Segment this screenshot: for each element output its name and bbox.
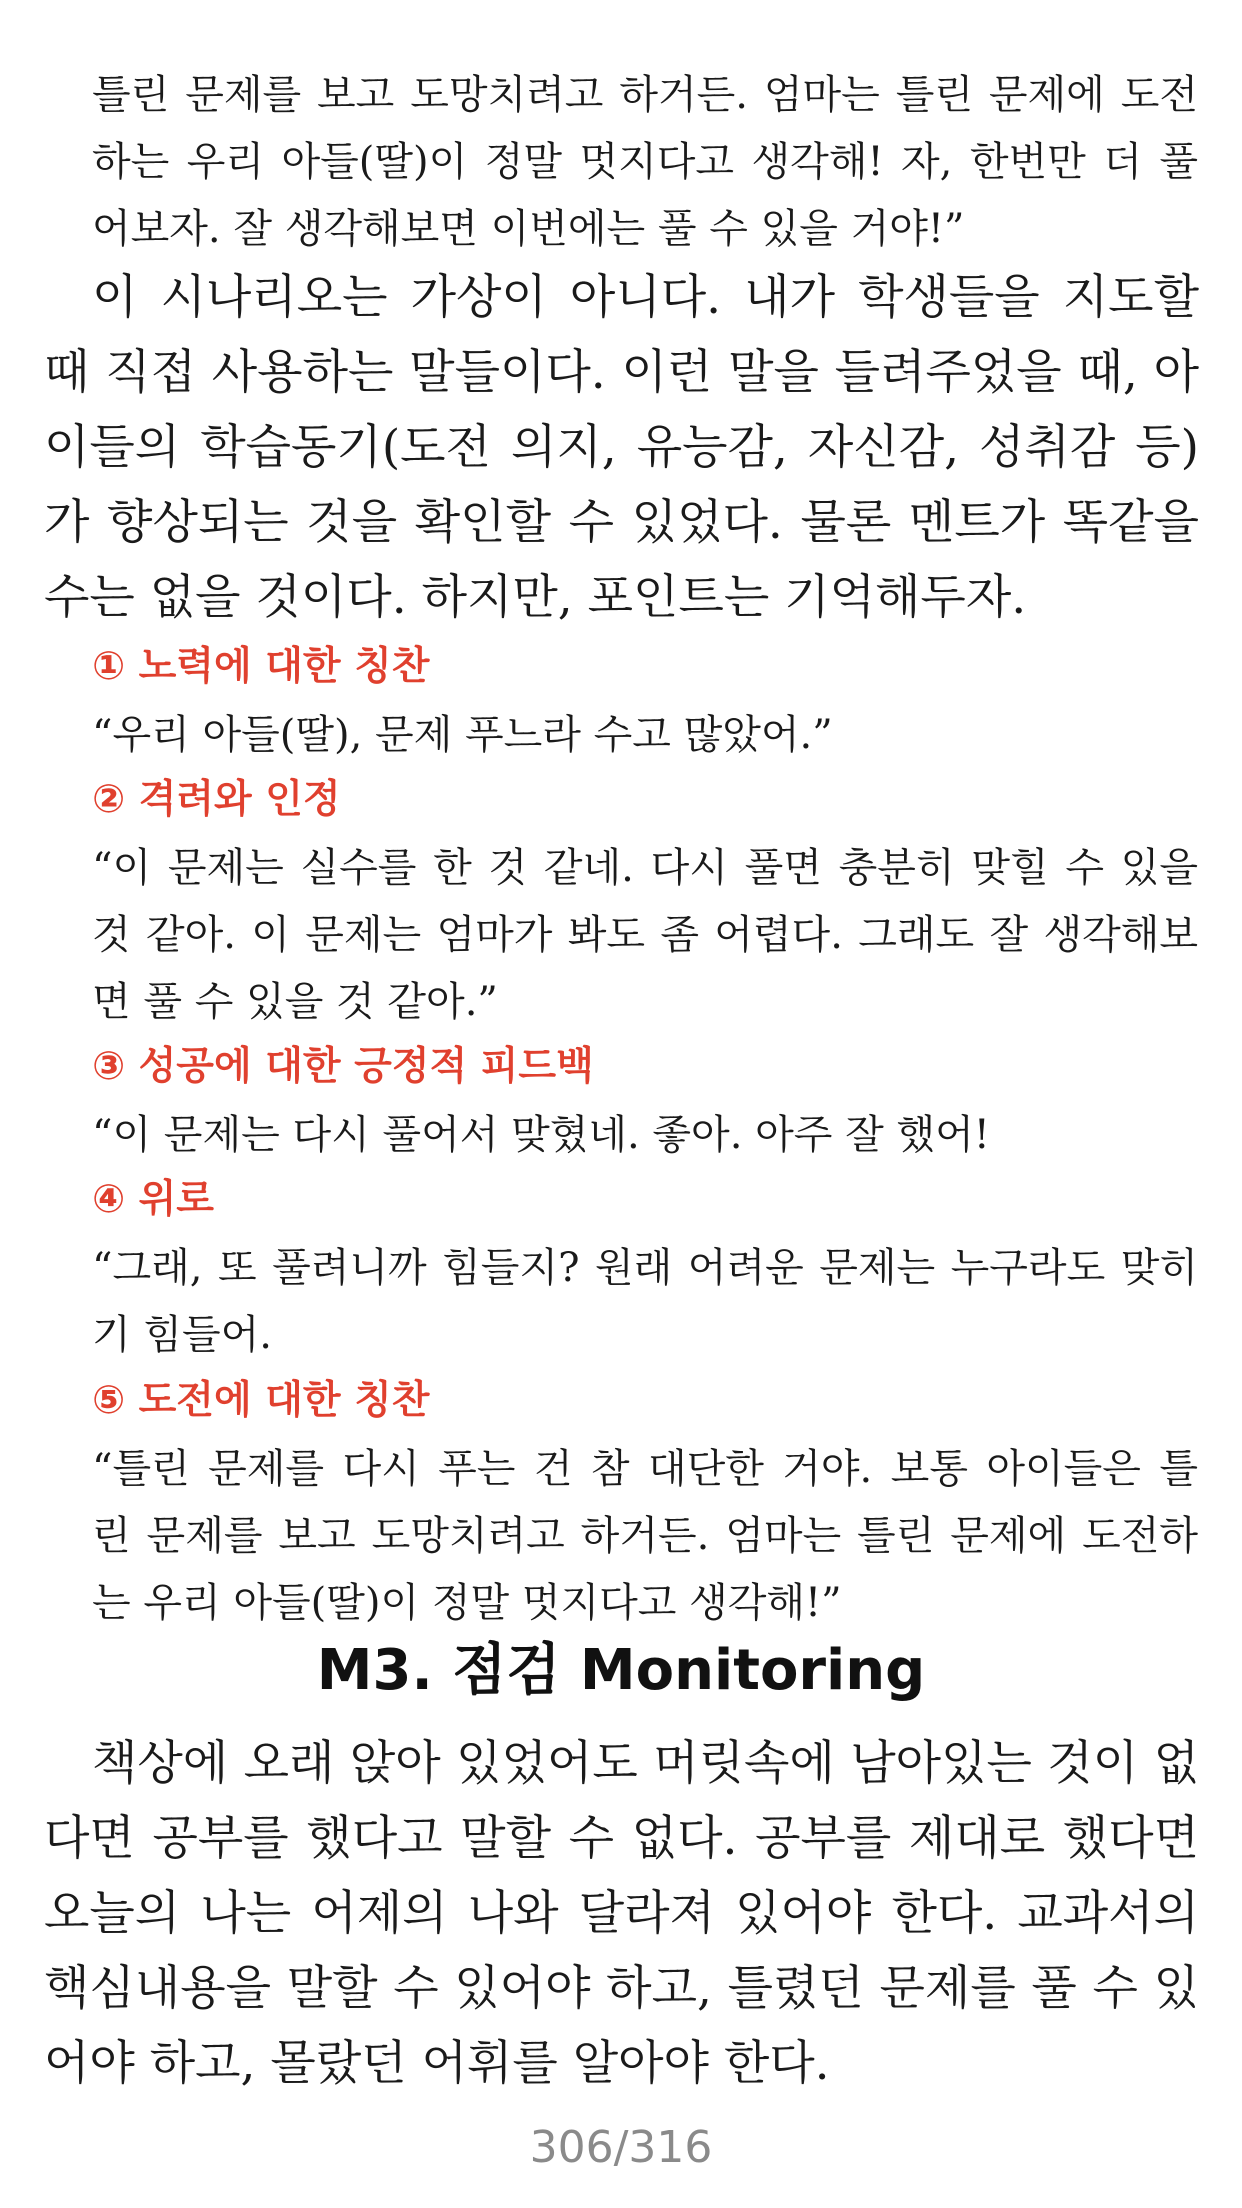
point-heading-text: ① 노력에 대한 칭찬 [92,644,430,689]
point-heading-effort-praise [92,642,429,692]
point-heading-text: ⑤ 도전에 대한 칭찬 [92,1378,430,1423]
paragraph-line: 가 향상되는 것을 확인할 수 있었다. 물론 멘트가 똑같을 [44,495,1199,550]
paragraph-line: 수는 없을 것이다. 하지만, 포인트는 기억해두자. [44,570,1027,625]
paragraph-line: 어야 하고, 몰랐던 어휘를 알아야 한다. [44,2036,830,2091]
point-heading-positive-feedback [92,1042,594,1092]
quote-line: “우리 아들(딸), 문제 푸느라 수고 많았어.” [92,712,833,758]
intro-quote [92,62,1198,263]
paragraph-line: 때 직접 사용하는 말들이다. 이런 말을 들려주었을 때, 아 [44,345,1199,400]
page-number: 306/316 [529,2122,713,2173]
quote-line: 기 힘들어. [92,1312,272,1358]
point-heading-text: ④ 위로 [92,1177,214,1222]
point-heading-challenge-praise [92,1376,429,1426]
section-title: M3. 점검 Monitoring [316,1638,926,1703]
paragraph-line: 이 시나리오는 가상이 아니다. 내가 학생들을 지도할 [92,270,1199,325]
point-quote [92,1102,1198,1169]
paragraph-line: 이들의 학습동기(도전 의지, 유능감, 자신감, 성취감 등) [44,420,1199,475]
paragraph-line: 오늘의 나는 어제의 나와 달라져 있어야 한다. 교과서의 [44,1886,1199,1941]
point-quote [92,702,1198,769]
intro-quote-line: 하는 우리 아들(딸)이 정말 멋지다고 생각해! 자, 한번만 더 풀 [92,139,1198,185]
paragraph-line: 핵심내용을 말할 수 있어야 하고, 틀렸던 문제를 풀 수 있 [44,1961,1199,2016]
quote-line: “이 문제는 다시 풀어서 맞혔네. 좋아. 아주 잘 했어! [92,1112,990,1158]
quote-line: “그래, 또 풀려니까 힘들지? 원래 어려운 문제는 누구라도 맞히 [92,1245,1198,1291]
point-quote [92,835,1198,1036]
point-quote [92,1436,1198,1637]
quote-line: 것 같아. 이 문제는 엄마가 봐도 좀 어렵다. 그래도 잘 생각해보 [92,912,1198,958]
intro-quote-line: 어보자. 잘 생각해보면 이번에는 풀 수 있을 거야!” [92,206,965,252]
quote-line: 면 풀 수 있을 것 같아.” [92,979,498,1025]
quote-line: “틀린 문제를 다시 푸는 건 참 대단한 거야. 보통 아이들은 틀 [92,1446,1198,1492]
quote-line: “이 문제는 실수를 한 것 같네. 다시 풀면 충분히 맞힐 수 있을 [92,845,1198,891]
paragraph-1 [44,260,1199,635]
point-quote [92,1235,1198,1369]
paragraph-line: 책상에 오래 앉아 있었어도 머릿속에 남아있는 것이 없 [92,1736,1199,1791]
point-heading-text: ② 격려와 인정 [92,777,341,822]
paragraph-line: 다면 공부를 했다고 말할 수 없다. 공부를 제대로 했다면 [44,1811,1199,1866]
quote-line: 는 우리 아들(딸)이 정말 멋지다고 생각해!” [92,1580,842,1626]
paragraph-2 [44,1726,1199,2101]
point-heading-text: ③ 성공에 대한 긍정적 피드백 [92,1044,594,1089]
point-heading-encouragement [92,775,341,825]
point-heading-comfort [92,1175,214,1225]
intro-quote-line: 틀린 문제를 보고 도망치려고 하거든. 엄마는 틀린 문제에 도전 [92,72,1198,118]
quote-line: 린 문제를 보고 도망치려고 하거든. 엄마는 틀린 문제에 도전하 [92,1513,1198,1559]
